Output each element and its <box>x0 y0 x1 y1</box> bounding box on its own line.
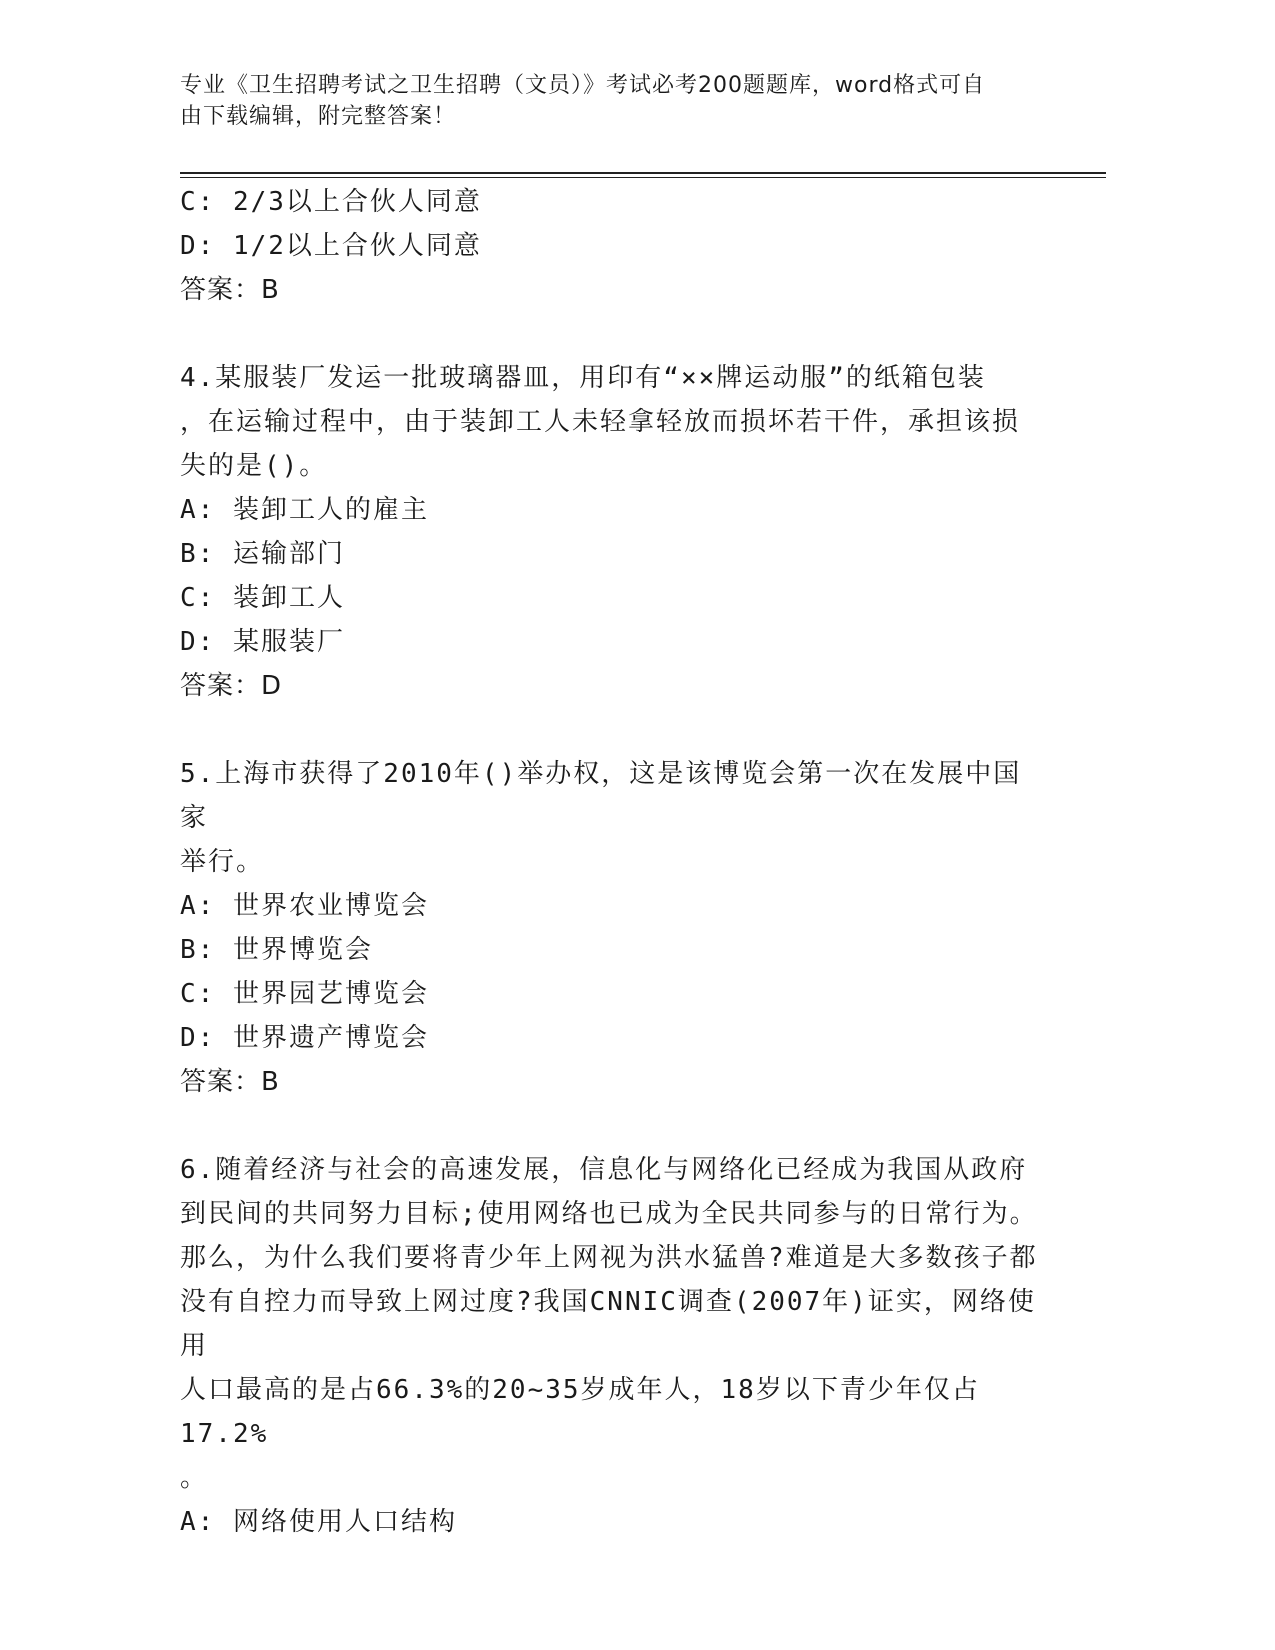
question-4 <box>180 356 1040 708</box>
question-stem-line: 没有自控力而导致上网过度?我国CNNIC调查(2007年)证实，网络使用 <box>180 1287 1036 1361</box>
option-b: B: 运输部门 <box>180 539 345 569</box>
document-header <box>180 70 1080 132</box>
document-body <box>180 180 1040 1544</box>
question-stem-line: 4.某服装厂发运一批玻璃器皿，用印有“××牌运动服”的纸箱包装 <box>180 363 986 393</box>
question-6 <box>180 1148 1040 1544</box>
question-stem-line: 5.上海市获得了2010年()举办权，这是该博览会第一次在发展中国家 <box>180 759 1022 833</box>
question-stem-line: 。 <box>180 1463 209 1493</box>
question-stem-line: 人口最高的是占66.3%的20~35岁成年人，18岁以下青少年仅占17.2% <box>180 1375 980 1449</box>
option-a: A: 世界农业博览会 <box>180 891 429 921</box>
header-divider-thick <box>180 172 1106 174</box>
question-stem-line: ，在运输过程中，由于装卸工人未轻拿轻放而损坏若干件，承担该损 <box>180 407 1021 437</box>
question-stem-line: 失的是()。 <box>180 451 328 481</box>
question-3-continuation <box>180 180 1040 312</box>
option-a: A: 装卸工人的雇主 <box>180 495 429 525</box>
option-d: D: 世界遗产博览会 <box>180 1023 429 1053</box>
question-stem-line: 那么，为什么我们要将青少年上网视为洪水猛兽?难道是大多数孩子都 <box>180 1243 1038 1273</box>
answer-line: 答案：B <box>180 275 280 305</box>
option-b: B: 世界博览会 <box>180 935 373 965</box>
option-d: D: 1/2以上合伙人同意 <box>180 231 482 261</box>
question-stem-line: 6.随着经济与社会的高速发展，信息化与网络化已经成为我国从政府 <box>180 1155 1028 1185</box>
option-c: C: 世界园艺博览会 <box>180 979 429 1009</box>
header-title-line-2: 由下载编辑，附完整答案！ <box>180 104 457 129</box>
question-5 <box>180 752 1040 1104</box>
option-d: D: 某服装厂 <box>180 627 345 657</box>
option-c: C: 2/3以上合伙人同意 <box>180 187 482 217</box>
option-a: A: 网络使用人口结构 <box>180 1507 457 1537</box>
question-stem-line: 到民间的共同努力目标;使用网络也已成为全民共同参与的日常行为。 <box>180 1199 1038 1229</box>
answer-line: 答案：D <box>180 671 283 701</box>
question-stem-line: 举行。 <box>180 847 265 877</box>
option-c: C: 装卸工人 <box>180 583 345 613</box>
header-title-line-1: 专业《卫生招聘考试之卫生招聘（文员）》考试必考200题题库，word格式可自 <box>180 73 986 98</box>
answer-line: 答案：B <box>180 1067 280 1097</box>
header-divider-thin <box>180 177 1106 178</box>
